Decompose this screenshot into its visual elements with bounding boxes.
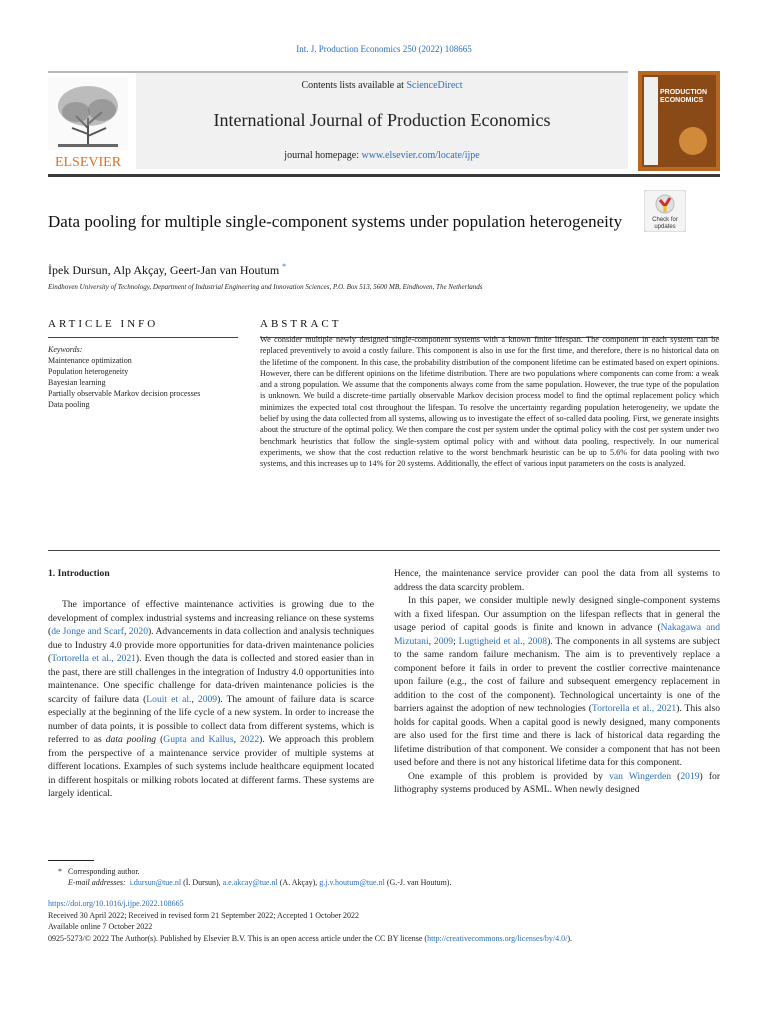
citation-link[interactable]: 2009 bbox=[197, 693, 218, 705]
text-run: ) for lithography systems produced by ASML. When newly designed bbox=[394, 770, 721, 795]
journal-title: International Journal of Production Economics bbox=[213, 110, 551, 130]
keyword: Partially observable Markov decision processes bbox=[48, 389, 201, 398]
body-column-right bbox=[394, 567, 720, 797]
corresponding-author-note: * Corresponding author. bbox=[58, 867, 140, 876]
citation-link[interactable]: de Jonge and Scarf bbox=[51, 626, 124, 637]
keyword: Bayesian learning bbox=[48, 378, 106, 387]
sciencedirect-link[interactable]: ScienceDirect bbox=[406, 80, 463, 91]
text-run: ). We approach this problem from the perspective of a maintenance service provider of multiple systems at different locations. Examples of such systems include healthcare equipment located in different hospitals or milking robots located at different farms. These systems are largely identical. bbox=[48, 734, 374, 799]
paragraph bbox=[394, 770, 720, 797]
abstract-bottom-rule bbox=[48, 550, 720, 551]
article-info-heading: ARTICLE INFO bbox=[48, 318, 159, 330]
keyword: Data pooling bbox=[48, 400, 90, 409]
text-run: , bbox=[233, 734, 240, 745]
keyword: Maintenance optimization bbox=[48, 356, 132, 365]
text-run: ). Even though the data is collected and stored easier than in the past, there are still challenges in the integration of Industry 4.0 opportunities into maintenance. One specific challenge for data-driven maintenance policies is the scarcity of failure data ( bbox=[48, 653, 374, 705]
contents-line: Contents lists available at ScienceDirect bbox=[301, 80, 463, 91]
text-run: ). Advancements in data collection and analysis techniques due to Industry 4.0 provide more opportunities for data-driven maintenance policies ( bbox=[48, 626, 375, 664]
email-link-vanhoutum[interactable]: g.j.v.houtum@tue.nl bbox=[319, 878, 385, 887]
journal-citation[interactable]: Int. J. Production Economics 250 (2022) 108665 bbox=[296, 44, 472, 54]
keyword: Population heterogeneity bbox=[48, 367, 129, 376]
text-run: , bbox=[428, 635, 434, 647]
corresponding-author-marker[interactable]: * bbox=[282, 262, 287, 271]
text-run: ( bbox=[156, 734, 164, 745]
homepage-link[interactable]: www.elsevier.com/locate/ijpe bbox=[361, 150, 480, 161]
check-for-updates-button[interactable] bbox=[644, 190, 686, 232]
license-link[interactable]: http://creativecommons.org/licenses/by/4.0/ bbox=[427, 933, 568, 943]
citation-link[interactable]: Nakagawa and Mizutani bbox=[394, 622, 721, 647]
emphasis: data pooling bbox=[105, 734, 157, 745]
svg-text:Check for: Check for bbox=[652, 217, 678, 223]
citation-link[interactable]: 2019 bbox=[680, 770, 700, 782]
elsevier-tree-icon bbox=[48, 78, 128, 170]
text-run: ). This also holds for capital goods. When a capital good is newly designed, many components are also used for the first time and there is lack of historical data regarding the lifetime distribution of that component. We consider a component that has not been used before and there is not any historical lifetime data for this component. bbox=[394, 703, 720, 768]
text-run: ). The amount of failure data is scarce especially at the beginning of the life cycle of a new system. In order to increase the number of data points, it is possible to collect data from different systems, which is referred to as bbox=[48, 693, 375, 745]
text-run: ; bbox=[453, 635, 459, 647]
available-date: Available online 7 October 2022 bbox=[48, 922, 153, 931]
text-run: In this paper, we consider multiple newly designed single-component systems with a fixed lifespan. Our assumption on the lifespan reflects that in general the usage period of capital goods is finite and known in advance ( bbox=[394, 595, 720, 633]
citation-link[interactable]: 2022 bbox=[239, 734, 260, 745]
svg-text:updates: updates bbox=[654, 224, 676, 230]
body-column-left bbox=[48, 598, 374, 801]
paragraph bbox=[394, 594, 720, 770]
citation-link[interactable]: Lugtigheid et al., 2008 bbox=[458, 635, 548, 647]
cover-art-icon bbox=[638, 71, 720, 171]
keywords-list bbox=[48, 344, 238, 410]
section-heading-introduction: 1. Introduction bbox=[48, 568, 110, 579]
email-link-dursun[interactable]: i.dursun@tue.nl bbox=[129, 878, 182, 887]
citation-link[interactable]: Tortorella et al., 2021 bbox=[591, 703, 677, 714]
paragraph bbox=[48, 598, 374, 801]
license-line: 0925-5273/© 2022 The Author(s). Published by Elsevier B.V. This is an open access article under the CC BY license (http://creativecommons.org/licenses/by/4.0/). bbox=[48, 933, 573, 943]
footnotes bbox=[48, 866, 720, 888]
citation-link[interactable]: van Wingerden bbox=[609, 770, 672, 782]
email-link-akcay[interactable]: a.e.akcay@tue.nl bbox=[222, 878, 278, 887]
text-run: , bbox=[191, 693, 198, 705]
publication-info bbox=[48, 898, 728, 944]
citation-link[interactable]: Gupta and Kallus bbox=[163, 734, 234, 745]
article-info-rule bbox=[48, 337, 238, 338]
masthead-bottom-rule bbox=[48, 174, 720, 177]
doi-link[interactable]: https://doi.org/10.1016/j.ijpe.2022.108665 bbox=[48, 899, 184, 908]
affiliation: Eindhoven University of Technology, Department of Industrial Engineering and Innovation Sciences, P.O. Box 513, 5600 MB, Eindhoven, The Netherlands bbox=[48, 283, 483, 291]
text-run: ). The components in all systems are subject to the same random failure mechanism. The aim is to preventively replace a component before it fails in order to prevent the costlier corrective maintenance upon failure (e.g., the cost of failure and subsequent emergency replacement in addition to the cost of the component). Technological uncertainty is one of the barriers against the adoption of new technologies ( bbox=[394, 635, 720, 714]
citation-link[interactable]: Tortorella et al., 2021 bbox=[51, 653, 136, 664]
journal-homepage: journal homepage: www.elsevier.com/locate/ijpe bbox=[284, 150, 480, 161]
footnote-rule bbox=[48, 860, 94, 861]
paragraph bbox=[394, 567, 720, 594]
crossmark-icon bbox=[644, 190, 686, 232]
text-run: The importance of effective maintenance activities is growing due to the development of complex industrial systems and increasing reliance on these systems ( bbox=[48, 599, 374, 637]
author-list: İpek Dursun, Alp Akçay, Geert-Jan van Houtum * bbox=[48, 262, 287, 277]
text-run: Hence, the maintenance service provider can pool the data from all systems to address the data scarcity problem. bbox=[394, 568, 720, 593]
journal-cover[interactable] bbox=[638, 71, 720, 171]
text-run: , bbox=[123, 626, 129, 637]
email-addresses: E-mail addresses: i.dursun@tue.nl (İ. Dursun), a.e.akcay@tue.nl (A. Akçay), g.j.v.houtum@tue.nl (G.-J. van Houtum). bbox=[68, 878, 452, 887]
citation-link[interactable]: 2009 bbox=[433, 635, 454, 647]
abstract-text: We consider multiple newly designed single-component systems with a known finite lifespan. The component in each system can be replaced preventively to avoid a costly failure. This component is also in use for the first time, and therefore, there is no historical data on the lifetime of the component. In this case, the probability distribution of the component lifetime can be estimated based on expert opinions. However, there can be different opinions on the lifetime distribution. There are two populations where components can come from: a weak and a strong population. We assume that the components always come from the same population. However, the true type of the population is unknown. We build a discrete-time partially observable Markov decision process model to find the optimal replacement policy which minimizes the expected total cost throughout the lifespan. To resolve the uncertainty regarding population heterogeneity, we update the belief by using the data collected from all systems, allowing us to investigate the effect of so-called data pooling. First, we generate insights about the structure of the optimal policy. We then compare the cost per system under the optimal policy with the cost per system under two benchmark heuristics that follow the single-system optimal policy with and without data pooling, respectively. In our numerical experiments, we show that the cost reduction relative to the worst benchmark heuristic can be up to 5.6% for data pooling with two systems, and this increases up to 14% for 20 systems. Additionally, the effect of various input parameters on the costs is analyzed. bbox=[260, 335, 719, 469]
received-dates: Received 30 April 2022; Received in revised form 21 September 2022; Accepted 1 October 2022 bbox=[48, 910, 360, 920]
citation-link[interactable]: 2020 bbox=[128, 626, 148, 637]
abstract-heading: ABSTRACT bbox=[260, 318, 342, 330]
publisher-name: ELSEVIER bbox=[54, 155, 122, 170]
text-run: ( bbox=[671, 770, 681, 782]
cover-title: PRODUCTION ECONOMICS bbox=[660, 89, 708, 104]
elsevier-logo[interactable] bbox=[48, 78, 128, 170]
citation-link[interactable]: Louit et al. bbox=[146, 693, 192, 705]
paper-title: Data pooling for multiple single-component systems under population heterogeneity bbox=[48, 212, 623, 231]
text-run: One example of this problem is provided by bbox=[408, 770, 610, 782]
keywords-label: Keywords: bbox=[48, 345, 83, 354]
